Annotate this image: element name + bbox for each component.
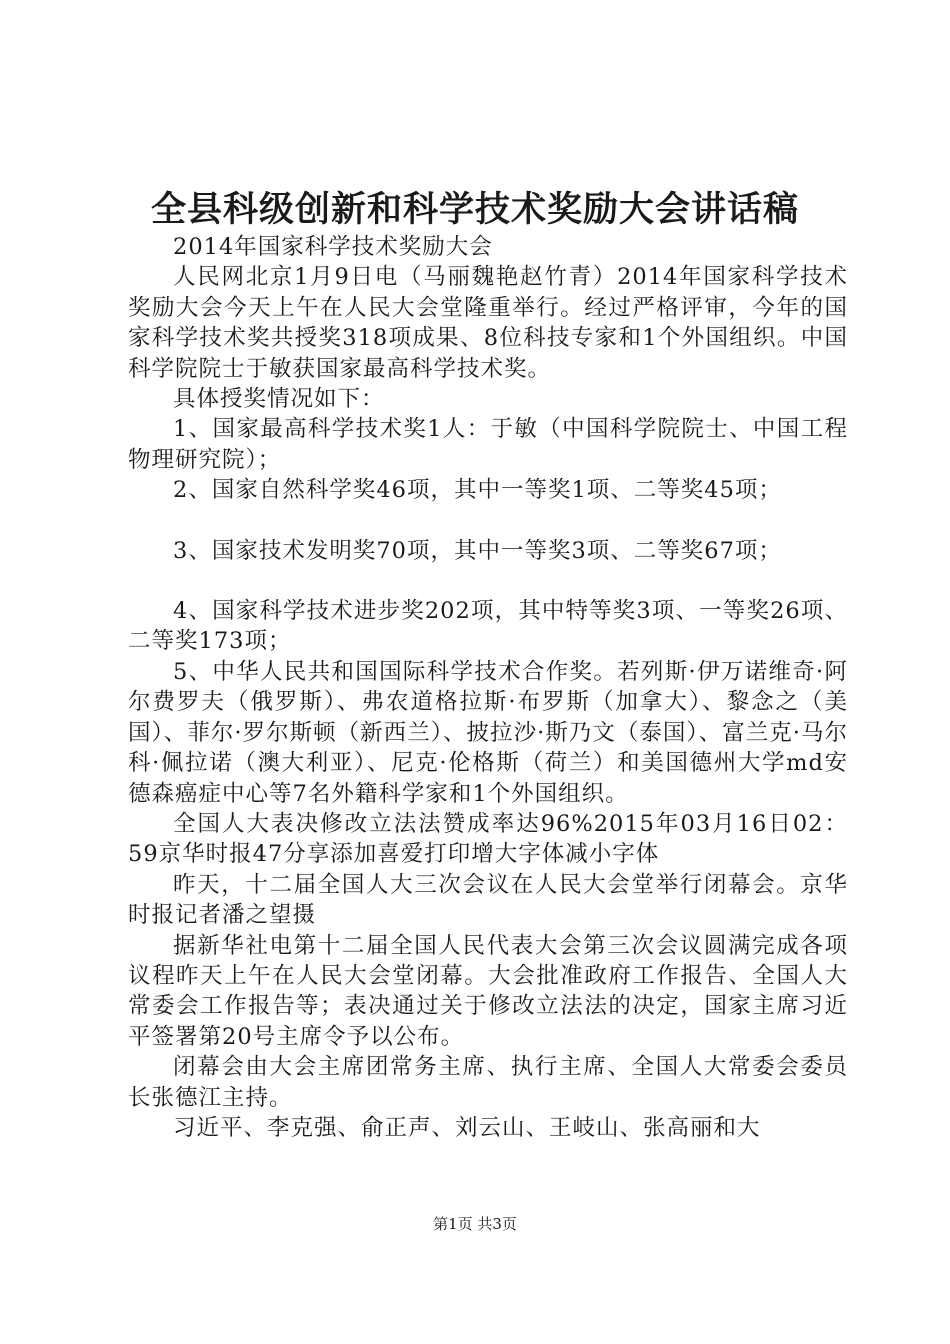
paragraph: 人民网北京1月9日电（马丽魏艳赵竹青）2014年国家科学技术奖励大会今天上午在人民大会堂隆重举行。经过严格评审，今年的国家科学技术奖共授奖318项成果、8位科技专家和1个外国组织。中国科学院院士于敏获国家最高科学技术奖。 bbox=[128, 264, 848, 382]
paragraph: 2、国家自然科学奖46项，其中一等奖1项、二等奖45项； bbox=[173, 477, 782, 504]
paragraph: 闭幕会由大会主席团常务主席、执行主席、全国人大常委会委员长张德江主持。 bbox=[128, 1054, 848, 1111]
paragraph: 4、国家科学技术进步奖202项，其中特等奖3项、一等奖26项、二等奖173项； bbox=[128, 598, 848, 655]
paragraph: 2014年国家科学技术奖励大会 bbox=[173, 234, 493, 260]
paragraph: 具体授奖情况如下： bbox=[173, 386, 385, 413]
paragraph: 全国人大表决修改立法法赞成率达96%2015年03月16日02：59京华时报47分享添加喜爱打印增大字体减小字体 bbox=[128, 810, 848, 868]
paragraph: 3、国家技术发明奖70项，其中一等奖3项、二等奖67项； bbox=[173, 537, 782, 564]
document-title: 全县科级创新和科学技术奖励大会讲话稿 bbox=[150, 189, 799, 230]
paragraph: 1、国家最高科学技术奖1人：于敏（中国科学院院士、中国工程物理研究院）； bbox=[128, 416, 848, 473]
document-body bbox=[128, 232, 848, 1143]
page-footer: 第1页 共3页 bbox=[433, 1215, 517, 1233]
paragraph: 5、中华人民共和国国际科学技术合作奖。若列斯·伊万诺维奇·阿尔费罗夫（俄罗斯）、弗农道格拉斯·布罗斯（加拿大）、黎念之（美国）、菲尔·罗尔斯顿（新西兰）、披拉沙·斯乃文（泰国）、富兰克·马尔科·佩拉诺（澳大利亚）、尼克·伦格斯（荷兰）和美国德州大学md安德森癌症中心等7名外籍科学家和1个外国组织。 bbox=[128, 658, 848, 807]
paragraph: 据新华社电第十二届全国人民代表大会第三次会议圆满完成各项议程昨天上午在人民大会堂闭幕。大会批准政府工作报告、全国人大常委会工作报告等；表决通过关于修改立法法的决定，国家主席习近平签署第20号主席令予以公布。 bbox=[128, 932, 848, 1050]
paragraph: 习近平、李克强、俞正声、刘云山、王岐山、张高丽和大 bbox=[173, 1114, 761, 1141]
paragraph: 昨天，十二届全国人大三次会议在人民大会堂举行闭幕会。京华时报记者潘之望摄 bbox=[128, 871, 848, 929]
